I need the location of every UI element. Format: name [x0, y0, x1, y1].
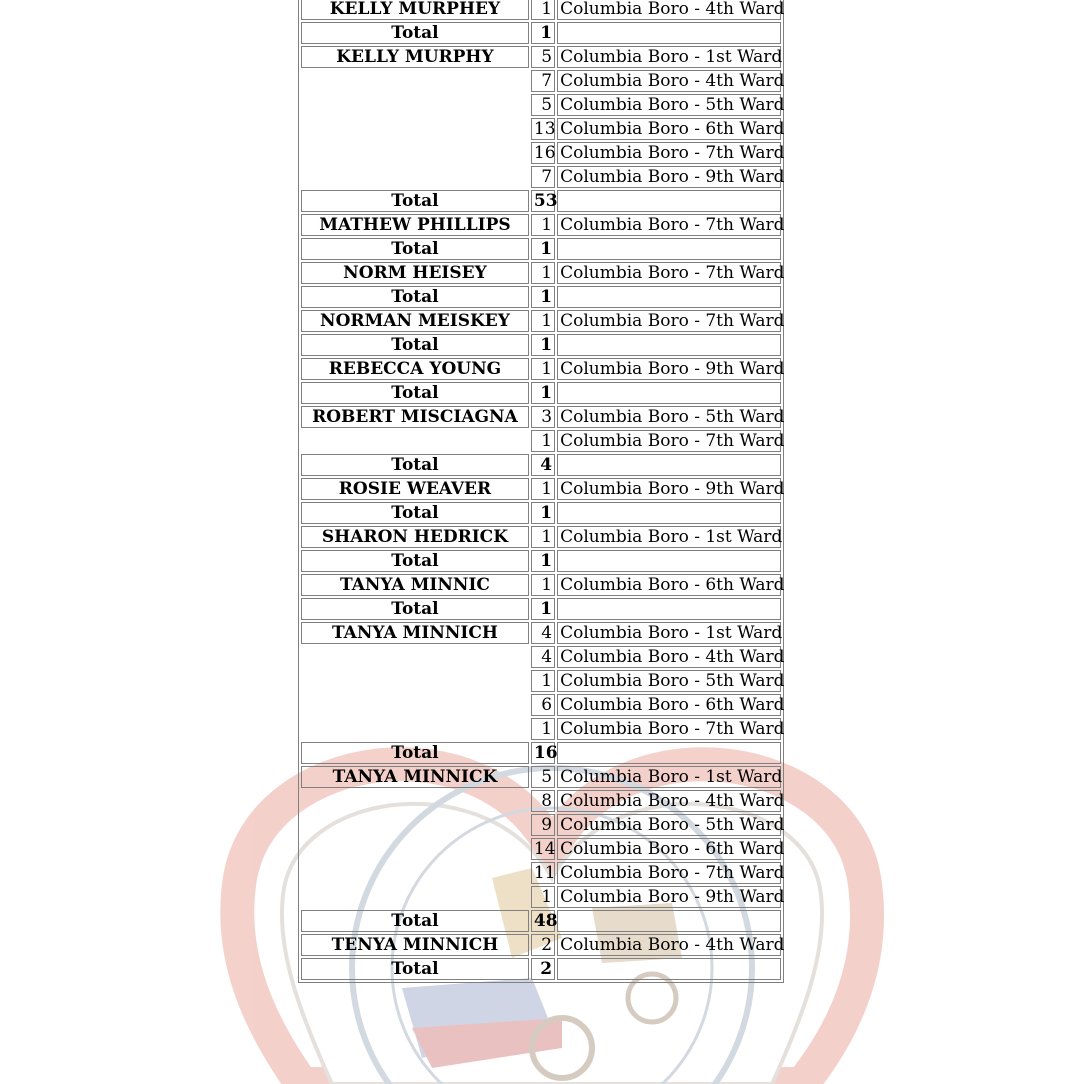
total-label: Total: [301, 502, 529, 524]
precinct-location: Columbia Boro - 7th Ward: [557, 862, 781, 884]
candidate-name: TANYA MINNICH: [301, 622, 529, 644]
table-row: [301, 718, 781, 740]
vote-count: 8: [531, 790, 555, 812]
precinct-location: Columbia Boro - 1st Ward: [557, 766, 781, 788]
vote-count: 7: [531, 166, 555, 188]
precinct-location: [557, 910, 781, 932]
precinct-location: [557, 454, 781, 476]
total-label: Total: [301, 22, 529, 44]
candidate-name: [301, 70, 529, 92]
total-row: [301, 502, 781, 524]
candidate-name: [301, 94, 529, 116]
candidate-name: [301, 862, 529, 884]
candidate-name: NORM HEISEY: [301, 262, 529, 284]
total-count: 2: [531, 958, 555, 980]
precinct-location: Columbia Boro - 9th Ward: [557, 478, 781, 500]
table-row: [301, 46, 781, 68]
vote-count: 5: [531, 94, 555, 116]
results-table: [298, 0, 784, 983]
precinct-location: Columbia Boro - 9th Ward: [557, 166, 781, 188]
table-row: [301, 262, 781, 284]
total-count: 1: [531, 22, 555, 44]
total-count: 1: [531, 502, 555, 524]
table-row: [301, 310, 781, 332]
total-count: 1: [531, 334, 555, 356]
precinct-location: Columbia Boro - 9th Ward: [557, 886, 781, 908]
precinct-location: [557, 238, 781, 260]
candidate-name: [301, 790, 529, 812]
candidate-name: ROBERT MISCIAGNA: [301, 406, 529, 428]
table-row: [301, 94, 781, 116]
table-row: [301, 790, 781, 812]
vote-count: 1: [531, 478, 555, 500]
candidate-name: TANYA MINNIC: [301, 574, 529, 596]
vote-count: 14: [531, 838, 555, 860]
precinct-location: Columbia Boro - 9th Ward: [557, 358, 781, 380]
total-label: Total: [301, 598, 529, 620]
precinct-location: Columbia Boro - 7th Ward: [557, 214, 781, 236]
candidate-name: [301, 646, 529, 668]
total-row: [301, 550, 781, 572]
vote-count: 6: [531, 694, 555, 716]
total-row: [301, 190, 781, 212]
vote-count: 2: [531, 934, 555, 956]
total-label: Total: [301, 958, 529, 980]
total-row: [301, 598, 781, 620]
vote-count: 16: [531, 142, 555, 164]
candidate-name: KELLY MURPHEY: [301, 0, 529, 20]
precinct-location: Columbia Boro - 7th Ward: [557, 718, 781, 740]
vote-count: 1: [531, 718, 555, 740]
total-count: 4: [531, 454, 555, 476]
vote-count: 4: [531, 622, 555, 644]
precinct-location: [557, 382, 781, 404]
vote-count: 1: [531, 670, 555, 692]
table-row: [301, 118, 781, 140]
table-row: [301, 622, 781, 644]
total-label: Total: [301, 382, 529, 404]
total-count: 53: [531, 190, 555, 212]
vote-count: 5: [531, 46, 555, 68]
precinct-location: Columbia Boro - 4th Ward: [557, 790, 781, 812]
vote-count: 1: [531, 430, 555, 452]
total-label: Total: [301, 910, 529, 932]
table-row: [301, 430, 781, 452]
candidate-name: [301, 166, 529, 188]
table-row: [301, 694, 781, 716]
table-row: [301, 838, 781, 860]
precinct-location: [557, 598, 781, 620]
table-row: [301, 886, 781, 908]
total-label: Total: [301, 550, 529, 572]
vote-count: 1: [531, 0, 555, 20]
total-count: 1: [531, 238, 555, 260]
total-label: Total: [301, 286, 529, 308]
precinct-location: [557, 334, 781, 356]
candidate-name: SHARON HEDRICK: [301, 526, 529, 548]
total-label: Total: [301, 238, 529, 260]
vote-count: 5: [531, 766, 555, 788]
table-row: [301, 934, 781, 956]
total-row: [301, 382, 781, 404]
candidate-name: [301, 694, 529, 716]
candidate-name: REBECCA YOUNG: [301, 358, 529, 380]
total-row: [301, 958, 781, 980]
precinct-location: Columbia Boro - 5th Ward: [557, 406, 781, 428]
precinct-location: Columbia Boro - 5th Ward: [557, 814, 781, 836]
table-row: [301, 526, 781, 548]
total-count: 48: [531, 910, 555, 932]
vote-count: 1: [531, 310, 555, 332]
table-row: [301, 670, 781, 692]
precinct-location: [557, 286, 781, 308]
total-count: 1: [531, 598, 555, 620]
total-label: Total: [301, 742, 529, 764]
precinct-location: [557, 958, 781, 980]
vote-count: 1: [531, 886, 555, 908]
precinct-location: Columbia Boro - 1st Ward: [557, 46, 781, 68]
vote-count: 13: [531, 118, 555, 140]
table-row: [301, 574, 781, 596]
vote-count: 7: [531, 70, 555, 92]
precinct-location: Columbia Boro - 1st Ward: [557, 622, 781, 644]
table-body: [301, 0, 785, 980]
precinct-location: Columbia Boro - 7th Ward: [557, 262, 781, 284]
total-row: [301, 22, 781, 44]
total-row: [301, 454, 781, 476]
candidate-name: TENYA MINNICH: [301, 934, 529, 956]
precinct-location: Columbia Boro - 7th Ward: [557, 430, 781, 452]
candidate-name: [301, 838, 529, 860]
candidate-name: [301, 718, 529, 740]
precinct-location: Columbia Boro - 4th Ward: [557, 0, 781, 20]
table-row: [301, 70, 781, 92]
total-count: 1: [531, 550, 555, 572]
precinct-location: Columbia Boro - 7th Ward: [557, 142, 781, 164]
vote-count: 4: [531, 646, 555, 668]
table-row: [301, 214, 781, 236]
table-row: [301, 142, 781, 164]
precinct-location: Columbia Boro - 5th Ward: [557, 94, 781, 116]
total-count: 16: [531, 742, 555, 764]
candidate-name: [301, 670, 529, 692]
vote-count: 1: [531, 526, 555, 548]
vote-count: 9: [531, 814, 555, 836]
candidate-name: [301, 814, 529, 836]
precinct-location: [557, 22, 781, 44]
table-row: [301, 0, 781, 20]
vote-count: 3: [531, 406, 555, 428]
precinct-location: Columbia Boro - 5th Ward: [557, 670, 781, 692]
precinct-location: Columbia Boro - 4th Ward: [557, 934, 781, 956]
total-count: 1: [531, 286, 555, 308]
candidate-name: KELLY MURPHY: [301, 46, 529, 68]
candidate-name: TANYA MINNICK: [301, 766, 529, 788]
table-row: [301, 766, 781, 788]
total-row: [301, 334, 781, 356]
candidate-name: [301, 886, 529, 908]
total-count: 1: [531, 382, 555, 404]
vote-count: 1: [531, 574, 555, 596]
table-row: [301, 814, 781, 836]
vote-count: 1: [531, 358, 555, 380]
vote-count: 1: [531, 262, 555, 284]
precinct-location: Columbia Boro - 6th Ward: [557, 118, 781, 140]
precinct-location: Columbia Boro - 6th Ward: [557, 838, 781, 860]
precinct-location: Columbia Boro - 7th Ward: [557, 310, 781, 332]
precinct-location: [557, 742, 781, 764]
precinct-location: Columbia Boro - 6th Ward: [557, 574, 781, 596]
precinct-location: Columbia Boro - 6th Ward: [557, 694, 781, 716]
candidate-name: ROSIE WEAVER: [301, 478, 529, 500]
candidate-name: [301, 430, 529, 452]
total-label: Total: [301, 454, 529, 476]
total-label: Total: [301, 190, 529, 212]
total-row: [301, 910, 781, 932]
vote-count: 1: [531, 214, 555, 236]
table-row: [301, 478, 781, 500]
table-row: [301, 646, 781, 668]
candidate-name: [301, 118, 529, 140]
candidate-name: [301, 142, 529, 164]
precinct-location: Columbia Boro - 4th Ward: [557, 70, 781, 92]
table-row: [301, 166, 781, 188]
table-row: [301, 406, 781, 428]
candidate-name: MATHEW PHILLIPS: [301, 214, 529, 236]
candidate-name: NORMAN MEISKEY: [301, 310, 529, 332]
precinct-location: Columbia Boro - 1st Ward: [557, 526, 781, 548]
precinct-location: [557, 190, 781, 212]
total-row: [301, 238, 781, 260]
precinct-location: [557, 502, 781, 524]
vote-count: 11: [531, 862, 555, 884]
precinct-location: [557, 550, 781, 572]
total-label: Total: [301, 334, 529, 356]
table-row: [301, 358, 781, 380]
precinct-location: Columbia Boro - 4th Ward: [557, 646, 781, 668]
total-row: [301, 286, 781, 308]
total-row: [301, 742, 781, 764]
table-row: [301, 862, 781, 884]
